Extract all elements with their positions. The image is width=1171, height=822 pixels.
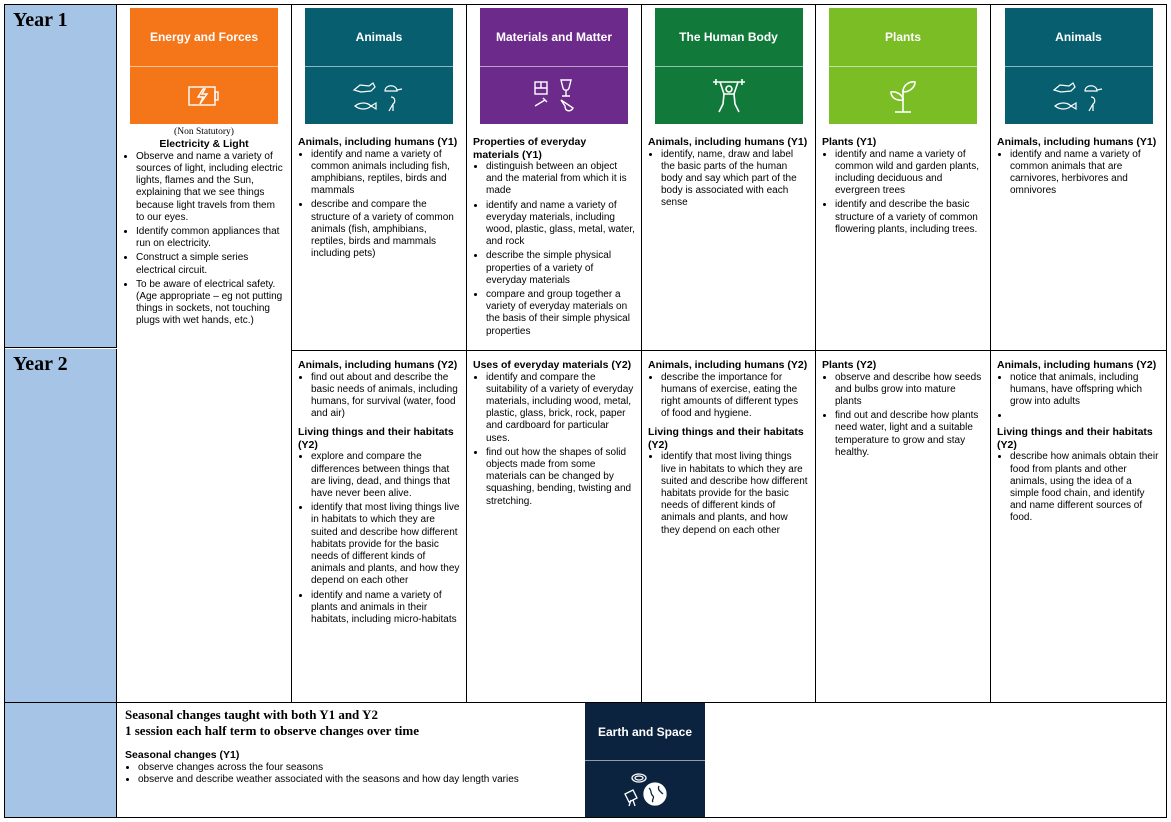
list-item: • describe the importance for humans of exercise, eating the right amounts of different types of food and hygiene. <box>661 372 809 421</box>
section-heading: Properties of everyday materials (Y1) <box>473 136 587 161</box>
animals-icon <box>1005 67 1153 124</box>
section-heading: Living things and their habitats (Y2) <box>648 426 804 451</box>
tile-animals <box>305 8 453 124</box>
tile-energy-forces <box>130 8 278 124</box>
energy-heading: Electricity & Light <box>159 138 249 151</box>
year2-label: Year 2 <box>13 353 68 375</box>
list-item <box>1010 410 1160 422</box>
column-animals <box>292 5 467 702</box>
seasonal-changes-cell <box>117 703 585 817</box>
list-item: • identify, name, draw and label the basic parts of the human body and say which part of the body is associated with each sense <box>661 149 809 210</box>
list-item: • identify and name a variety of common animals including fish, amphibians, reptiles, birds and mammals <box>311 149 460 198</box>
column-energy-forces <box>117 5 292 702</box>
list-item: • distinguish between an object and the material from which it is made <box>486 161 635 198</box>
list-item: • To be aware of electrical safety. (Age appropriate – eg not putting things in sockets, not touching plugs with wet hands, etc.) <box>136 279 285 328</box>
list-item: • compare and group together a variety of everyday materials on the basis of their simple physical properties <box>486 289 635 338</box>
animals-icon <box>305 67 453 124</box>
section-heading: Animals, including humans (Y2) <box>648 359 808 371</box>
year1-label: Year 1 <box>13 9 68 31</box>
tile-title: Materials and Matter <box>480 8 628 67</box>
seedling-icon <box>829 67 977 124</box>
battery-bolt-icon <box>130 67 278 124</box>
seasonal-line1: Seasonal changes taught with both Y1 and Y2 <box>125 707 378 722</box>
tile-plants <box>829 8 977 124</box>
tile-human-body <box>655 8 803 124</box>
list-item: • describe the simple physical properties of a variety of everyday materials <box>486 250 635 287</box>
section-heading: Animals, including humans (Y2) <box>997 359 1157 371</box>
list-item: • identify that most living things live in habitats to which they are suited and describe how different habitats provide for the basic needs of different kinds of animals and plants, and how they depend on each other <box>311 502 460 587</box>
list-item: • identify and name a variety of plants and animals in their habitats, including micro-habitats <box>311 590 460 627</box>
section-heading: Plants (Y2) <box>822 359 877 371</box>
tile-title: Earth and Space <box>585 703 705 761</box>
year2-cell <box>5 349 117 702</box>
list-item: • describe and compare the structure of a variety of common animals (fish, amphibians, reptiles, birds and mammals including pets) <box>311 199 460 260</box>
list-item: • identify and compare the suitability of a variety of everyday materials, including wood, metal, plastic, glass, brick, rock, paper and cardboard for particular uses. <box>486 372 635 445</box>
column-human-body <box>642 5 816 702</box>
materials-icon <box>480 67 628 124</box>
list-item: • Identify common appliances that run on electricity. <box>136 226 285 250</box>
list-item: • observe and describe how seeds and bulbs grow into mature plants <box>835 372 984 409</box>
section-heading: Animals, including humans (Y2) <box>298 359 458 371</box>
list-item: • find out about and describe the basic needs of animals, including humans, for survival (water, food and air) <box>311 372 460 421</box>
tile-title: Plants <box>829 8 977 67</box>
weightlifter-icon <box>655 67 803 124</box>
tile-animals <box>1005 8 1153 124</box>
column-animals-2 <box>991 5 1166 702</box>
globe-telescope-icon <box>585 761 705 817</box>
year1-cell <box>5 5 117 348</box>
section-heading: Animals, including humans (Y1) <box>648 136 808 148</box>
curriculum-table <box>4 4 1167 818</box>
seasonal-line2: 1 session each half term to observe changes over time <box>125 723 420 738</box>
tile-title: Animals <box>305 8 453 67</box>
section-heading: Living things and their habitats (Y2) <box>298 426 454 451</box>
section-heading: Uses of everyday materials (Y2) <box>473 359 632 371</box>
list-item: • Construct a simple series electrical circuit. <box>136 252 285 276</box>
list-item: • identify and describe the basic structure of a variety of common flowering plants, including trees. <box>835 199 984 236</box>
non-statutory-note: (Non Statutory) <box>174 127 234 137</box>
column-plants <box>816 5 991 702</box>
section-heading: Animals, including humans (Y1) <box>997 136 1157 148</box>
section-heading: Plants (Y1) <box>822 136 877 148</box>
list-item: • notice that animals, including humans, have offspring which grow into adults <box>1010 372 1160 409</box>
list-item: • identify and name a variety of everyday materials, including wood, plastic, glass, metal, water, and rock <box>486 200 635 249</box>
list-item: • identify that most living things live in habitats to which they are suited and describe how different habitats provide for the basic needs of different kinds of animals and plants, and how they depend on each other <box>661 451 809 536</box>
list-item: • identify and name a variety of common animals that are carnivores, herbivores and omnivores <box>1010 149 1160 198</box>
tile-title: The Human Body <box>655 8 803 67</box>
list-item: • observe changes across the four seasons <box>138 762 577 774</box>
section-heading: Seasonal changes (Y1) <box>125 749 240 761</box>
seasonal-year-cell <box>5 702 117 817</box>
tile-title: Animals <box>1005 8 1153 67</box>
section-heading: Animals, including humans (Y1) <box>298 136 458 148</box>
list-item: • describe how animals obtain their food from plants and other animals, using the idea of a simple food chain, and identify and name different sources of food. <box>1010 451 1160 524</box>
tile-materials <box>480 8 628 124</box>
tile-title: Energy and Forces <box>130 8 278 67</box>
tile-earth-space <box>585 703 705 817</box>
section-heading: Living things and their habitats (Y2) <box>997 426 1153 451</box>
column-materials <box>467 5 642 702</box>
list-item: • Observe and name a variety of sources of light, including electric lights, flames and the Sun, explaining that we see things because light travels from them to our eyes. <box>136 151 285 224</box>
list-item: • identify and name a variety of common wild and garden plants, including deciduous and evergreen trees <box>835 149 984 198</box>
list-item: • explore and compare the differences between things that are living, dead, and things that have never been alive. <box>311 451 460 500</box>
list-item: • find out how the shapes of solid objects made from some materials can be changed by squashing, bending, twisting and stretching. <box>486 447 635 508</box>
list-item: • find out and describe how plants need water, light and a suitable temperature to grow and stay healthy. <box>835 410 984 459</box>
list-item: • observe and describe weather associated with the seasons and how day length varies <box>138 774 577 786</box>
